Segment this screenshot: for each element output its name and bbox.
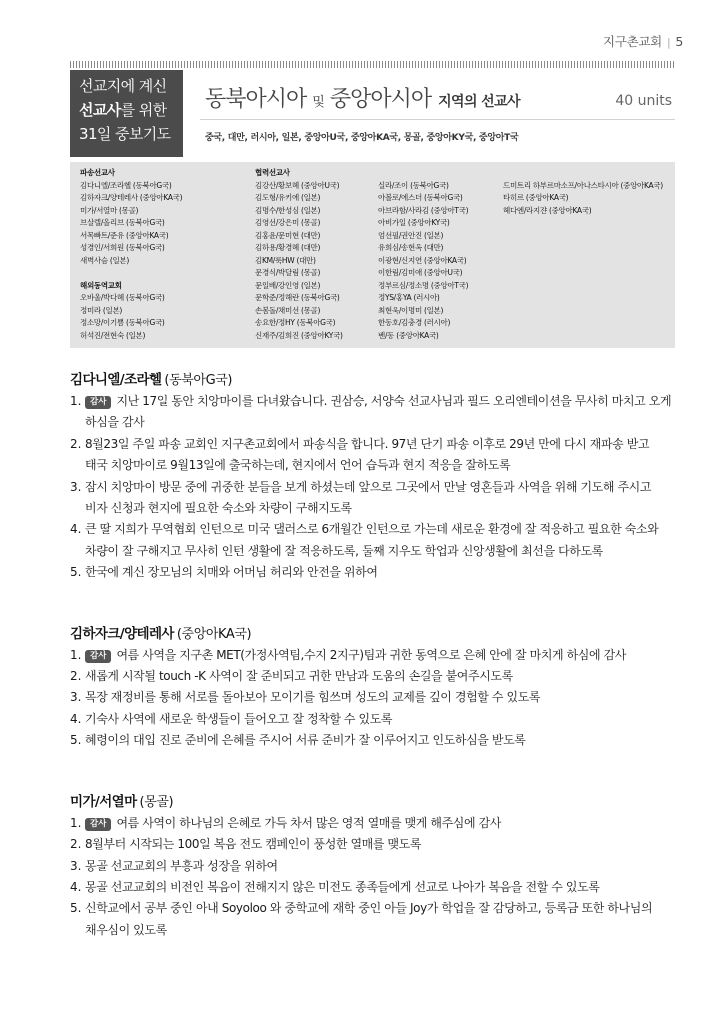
roster-header: 해외동역교회 (80, 280, 122, 290)
prayer-list (70, 391, 700, 584)
missionary-heading (70, 370, 700, 391)
thanks-badge: 감사 (85, 818, 111, 831)
item-number: 5. (70, 901, 82, 916)
prayer-line (70, 434, 700, 455)
prayer-line (70, 730, 700, 751)
prayer-item (70, 434, 700, 477)
roster-entry: 문학준/정해란 (동북아G국) (255, 293, 340, 302)
title-rule (200, 119, 675, 120)
prayer-line (70, 856, 700, 877)
prayer-line (70, 455, 700, 476)
roster-gap (80, 267, 182, 280)
prayer-item (70, 519, 700, 562)
item-number: 1. (70, 815, 82, 830)
missionary-name: 미가/서열마 (70, 793, 137, 810)
prayer-item (70, 834, 700, 855)
title-region-central: 중앙아시아 (329, 87, 432, 112)
title-region-northeast: 동북아시아 (205, 87, 307, 112)
roster-entry: 드미트리 하부르마소프/아나스타시아 (중앙아KA국) (503, 180, 663, 190)
prayer-text: 채우심이 있도록 (85, 922, 167, 937)
title-conjunction: 및 (312, 95, 325, 110)
item-number: 5. (70, 733, 82, 748)
roster-entry: 엄선필/권안진 (일본) (378, 230, 444, 240)
prayer-text: 목장 재정비를 통해 서로를 돌아보아 모이기를 힘쓰며 성도의 교제를 깊이 경험할 수 있도록 (85, 690, 541, 705)
prayer-item (70, 645, 700, 666)
roster-entry: 허석진/전현숙 (일본) (80, 330, 146, 340)
prayer-text: 한국에 계신 장모님의 치매와 어머님 허리와 안전을 위하여 (85, 565, 378, 580)
item-number: 4. (70, 522, 82, 537)
prayer-item (70, 898, 700, 941)
item-number: 2. (70, 669, 82, 684)
roster-entry: 아브라함/사라김 (중앙아T국) (378, 205, 469, 215)
prayer-item (70, 562, 700, 583)
banner-line-2-rest: 를 위한 (120, 101, 167, 119)
missionary-region: (동북아G국) (164, 373, 233, 388)
prayer-section (70, 370, 700, 584)
banner-line-2 (79, 98, 183, 122)
roster-entry: 김홍윤/문미현 (대만) (255, 230, 321, 240)
roster-entry: 정소망/이기쁨 (동북아G국) (80, 318, 165, 327)
roster-entry: 문일배/강인영 (일본) (255, 280, 321, 290)
prayer-item (70, 391, 700, 434)
unit-count: 40 units (615, 93, 672, 109)
roster-entry: 유희심/송현옥 (대만) (378, 243, 444, 252)
prayer-item (70, 856, 700, 877)
roster-entry: 오바울/박다혜 (동북아G국) (80, 293, 165, 302)
roster-column-partner-1 (255, 167, 343, 342)
prayer-text: 혜령이의 대입 진로 준비에 은혜를 주시어 서류 준비가 잘 이루어지고 인도하심을 받도록 (85, 733, 526, 748)
banner-emphasis: 선교사 (79, 101, 121, 119)
prayer-text: 몽골 선교교회의 비전인 복음이 전해지지 않은 미전도 종족들에게 선교로 나아가 복음을 전할 수 있도록 (85, 879, 600, 894)
prayer-text: 차량이 잘 구해지고 무사히 인턴 생활에 잘 적응하도록, 둘째 지우도 학업과 신앙생활에 최선을 다하도록 (85, 543, 603, 558)
prayer-text: 새롭게 시작될 touch -K 사역이 잘 준비되고 귀한 만남과 도움의 손길을 붙여주시도록 (85, 669, 513, 684)
prayer-item (70, 666, 700, 687)
running-header (603, 34, 683, 51)
roster-entry: 새벽사슴 (일본) (80, 255, 130, 265)
roster-entry: 문경식/박달림 (몽골) (255, 268, 321, 277)
prayer-text: 큰 딸 지희가 무역협회 인턴으로 미국 댈러스로 6개월간 인턴으로 가는데 새로운 환경에 잘 적응하고 필요한 숙소와 (85, 522, 659, 537)
item-number: 3. (70, 690, 82, 705)
roster-entry: 미가/서열마 (몽골) (80, 205, 139, 215)
roster-entry: 김명수/한성심 (일본) (255, 205, 321, 215)
prayer-text: 여름 사역이 하나님의 은혜로 가득 차서 많은 영적 열매를 맺게 해주심에 감사 (116, 815, 501, 830)
prayer-list (70, 645, 700, 752)
roster-entry: 김하용/황경혜 (대만) (255, 243, 321, 252)
missionary-roster (70, 162, 675, 348)
item-number: 2. (70, 837, 82, 852)
prayer-text: 태국 치앙마이로 9월13일에 출국하는데, 현지에서 언어 습득과 현지 적응을 잘하도록 (85, 458, 511, 473)
prayer-line (70, 666, 700, 687)
prayer-item (70, 730, 700, 751)
prayer-text: 비자 신청과 현지에 필요한 숙소와 차량이 구해지도록 (85, 501, 352, 516)
prayer-item (70, 477, 700, 520)
prayer-line (70, 391, 700, 412)
roster-entry: 김영선/강은미 (몽골) (255, 218, 321, 227)
roster-entry: 브살렐/올리브 (동북아G국) (80, 218, 165, 227)
prayer-line (70, 541, 700, 562)
item-number: 3. (70, 479, 82, 494)
missionary-heading (70, 792, 700, 813)
roster-column-sent (80, 167, 182, 342)
prayer-section (70, 624, 700, 752)
prayer-line (70, 477, 700, 498)
roster-entry: 신재주/김희진 (중앙아KY국) (255, 330, 343, 340)
roster-entry: 김다니엘/조라헬 (동북아G국) (80, 180, 172, 190)
banner-line-3: 31일 중보기도 (79, 125, 171, 143)
prayer-item (70, 687, 700, 708)
missionary-name: 김하자크/양테레사 (70, 625, 174, 642)
prayer-text: 하심을 감사 (85, 415, 145, 430)
prayer-line (70, 645, 700, 666)
prayer-line (70, 498, 700, 519)
prayer-sections (70, 370, 700, 941)
roster-entry: 이한림/김미애 (중앙아U국) (378, 268, 463, 277)
prayer-line (70, 813, 700, 834)
prayer-text: 신학교에서 공부 중인 아내 Soyoloo 와 중학교에 재학 중인 아들 Joy가 학업을 잘 감당하고, 등록금 또한 하나님의 (85, 901, 653, 916)
item-number: 4. (70, 711, 82, 726)
missionary-region: (몽골) (139, 794, 174, 810)
roster-header: 파송선교사 (80, 168, 115, 177)
prayer-text: 잠시 치앙마이 방문 중에 귀중한 분들을 보게 하셨는데 앞으로 그곳에서 만날 영혼들과 사역을 위해 기도해 주시고 (85, 479, 652, 494)
prayer-line (70, 519, 700, 540)
thanks-badge: 감사 (85, 650, 111, 663)
roster-column-partner-2 (378, 167, 468, 342)
roster-entry: 이광현/신지연 (중앙아KA국) (378, 255, 467, 265)
roster-entry: 서목빠트/준유 (중앙아KA국) (80, 230, 169, 240)
roster-entry: 최현욱/이명미 (일본) (378, 305, 444, 315)
prayer-line (70, 412, 700, 433)
prayer-line (70, 834, 700, 855)
prayer-item (70, 709, 700, 730)
prayer-section (70, 792, 700, 941)
prayer-text: 지난 17일 동안 치앙마이를 다녀왔습니다. 권삼승, 서양숙 선교사님과 필드 오리엔테이션을 무사히 마치고 오게 (116, 394, 672, 408)
prayer-item (70, 813, 700, 834)
roster-entry: 김도형/유키에 (일본) (255, 193, 321, 202)
item-number: 5. (70, 565, 82, 580)
header-separator: | (666, 36, 671, 49)
roster-entry: 성경인/서희원 (동북아G국) (80, 243, 165, 252)
prayer-list (70, 813, 700, 941)
item-number: 2. (70, 436, 82, 451)
page-number: 5 (675, 34, 683, 49)
prayer-line (70, 709, 700, 730)
banner-line-1: 선교지에 계신 (79, 77, 167, 95)
item-number: 1. (70, 647, 82, 662)
roster-entry: 정미라 (일본) (80, 305, 123, 315)
missionary-heading (70, 624, 700, 645)
roster-entry: 아볼로/에스더 (동북아G국) (378, 193, 463, 202)
title-suffix: 지역의 선교사 (438, 94, 520, 110)
roster-entry: 김KM/룩HW (대만) (255, 255, 316, 265)
roster-entry: 송요한/정HY (동북아G국) (255, 318, 336, 327)
roster-entry: 타히르 (중앙아KA국) (503, 193, 569, 202)
prayer-line (70, 920, 700, 941)
roster-entry: 헤다엔/라지쟌 (중앙아KA국) (503, 205, 592, 215)
prayer-line (70, 562, 700, 583)
church-name: 지구촌교회 (603, 34, 662, 49)
prayer-line (70, 877, 700, 898)
section-title (205, 85, 520, 115)
roster-column-partner-3 (503, 167, 663, 217)
roster-entry: 김하자크/양테레사 (중앙아KA국) (80, 193, 183, 202)
roster-header: 협력선교사 (255, 168, 290, 177)
decorative-stripe (70, 61, 675, 68)
roster-entry: 아비가일 (중앙아KY국) (378, 218, 450, 227)
region-list: 중국, 대만, 러시아, 일본, 중앙아U국, 중앙아KA국, 몽골, 중앙아KY국, 중앙아T국 (205, 133, 519, 143)
prayer-line (70, 687, 700, 708)
roster-entry: 김강산/황보혜 (중앙아U국) (255, 180, 340, 190)
prayer-text: 기숙사 사역에 새로운 학생들이 들어오고 잘 정착할 수 있도록 (85, 711, 393, 726)
roster-entry: 실라/조이 (동북아G국) (378, 180, 449, 190)
prayer-item (70, 877, 700, 898)
prayer-line (70, 898, 700, 919)
roster-entry: 정부르심/정소명 (중앙아T국) (378, 280, 469, 290)
title-banner (70, 70, 183, 157)
item-number: 4. (70, 879, 82, 894)
roster-entry: 정YS/홍YA (러시아) (378, 293, 440, 302)
prayer-text: 몽골 선교교회의 부흥과 성장을 위하여 (85, 858, 278, 873)
missionary-region: (중앙아KA국) (176, 626, 252, 642)
prayer-text: 8월부터 시작되는 100일 복음 전도 캠페인이 풍성한 열매를 맺도록 (85, 837, 422, 852)
item-number: 1. (70, 394, 82, 408)
prayer-text: 8월23일 주일 파송 교회인 지구촌교회에서 파송식을 합니다. 97년 단기 파송 이후로 29년 만에 다시 재파송 받고 (85, 436, 650, 451)
thanks-badge: 감사 (85, 396, 111, 409)
roster-entry: 한동호/김충경 (러시아) (378, 318, 451, 327)
roster-entry: 벤/동 (중앙아KA국) (378, 330, 439, 340)
missionary-name: 김다니엘/조라헬 (70, 372, 162, 388)
roster-entry: 손봄돌/채미선 (몽골) (255, 305, 321, 315)
prayer-text: 여름 사역을 지구촌 MET(가정사역팀,수지 2지구)팀과 귀한 동역으로 은혜 안에 잘 마치게 하심에 감사 (116, 647, 626, 662)
item-number: 3. (70, 858, 82, 873)
